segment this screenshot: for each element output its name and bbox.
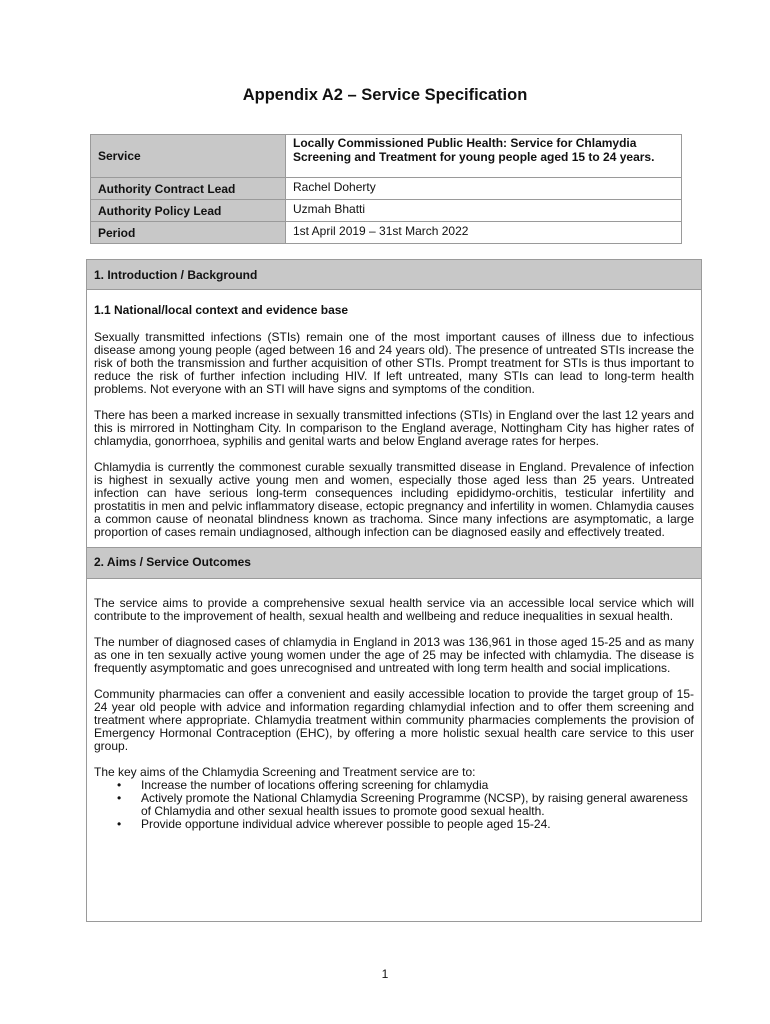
list-item-text: Increase the number of locations offering screening for chlamydia bbox=[141, 778, 489, 792]
page-number: 1 bbox=[381, 967, 389, 981]
document-title: Appendix A2 – Service Specification bbox=[242, 86, 528, 104]
section-body-introduction bbox=[87, 304, 701, 539]
spec-value: Uzmah Bhatti bbox=[286, 200, 682, 222]
aims-list bbox=[94, 779, 694, 831]
spec-row-period bbox=[91, 222, 682, 244]
bullet-icon: • bbox=[117, 778, 122, 792]
section-heading-aims: 2. Aims / Service Outcomes bbox=[87, 547, 701, 579]
paragraph: Community pharmacies can offer a convenient and easily accessible location to provide the target group of 15-24 year old people with advice and information regarding chlamydial infection and to offer them screening and treatment where appropriate. Chlamydia treatment within community pharmacies complements the provision of Emergency Hormonal Contraception (EHC), by offering a more holistic sexual health care service to this user group. bbox=[94, 687, 694, 753]
list-item-text: Actively promote the National Chlamydia Screening Programme (NCSP), by raising general awareness of Chlamydia and other sexual health issues to promote good sexual health. bbox=[141, 791, 688, 818]
spec-key: Service bbox=[91, 135, 286, 178]
paragraph: Sexually transmitted infections (STIs) remain one of the most important causes of illness due to infectious disease among young people (aged between 16 and 24 years old). The presence of untreated STIs increase the risk of both the transmission and further acquisition of other STIs. Prompt treatment for STIs is thus important to reduce the risk of further infection including HIV. If left untreated, many STIs can lead to long-term health problems. Not everyone with an STI will have signs and symptoms of the condition. bbox=[94, 330, 694, 396]
spec-value: Rachel Doherty bbox=[286, 178, 682, 200]
paragraph: The number of diagnosed cases of chlamydia in England in 2013 was 136,961 in those aged 15-25 and as many as one in ten sexually active young women under the age of 25 may be infected with chlamydia. The disease is frequently asymptomatic and goes unrecognised and untreated with long term health and social implications. bbox=[94, 635, 694, 675]
spec-row-service bbox=[91, 135, 682, 178]
list-item-text: Provide opportune individual advice wherever possible to people aged 15-24. bbox=[141, 817, 551, 831]
subsection-heading: 1.1 National/local context and evidence base bbox=[94, 303, 349, 317]
section-body-aims bbox=[87, 579, 701, 831]
paragraph: The service aims to provide a comprehensive sexual health service via an accessible local service which will contribute to the improvement of health, sexual health and wellbeing and reduce inequalities in sexual health. bbox=[94, 596, 694, 623]
spec-key: Period bbox=[91, 222, 286, 244]
aims-intro: The key aims of the Chlamydia Screening and Treatment service are to: bbox=[94, 765, 476, 779]
spec-key: Authority Contract Lead bbox=[91, 178, 286, 200]
list-item bbox=[94, 818, 694, 831]
list-item bbox=[94, 792, 694, 818]
content-box bbox=[86, 259, 702, 922]
spec-value: Locally Commissioned Public Health: Service for Chlamydia Screening and Treatment for young people aged 15 to 24 years. bbox=[286, 135, 682, 178]
spec-row-contract-lead bbox=[91, 178, 682, 200]
bullet-icon: • bbox=[117, 817, 122, 831]
paragraph: Chlamydia is currently the commonest curable sexually transmitted disease in England. Prevalence of infection is highest in sexually active young men and women, especially those aged less than 25 years. Untreated infection can have serious long-term consequences including epididymo-orchitis, testicular infertility and prostatitis in men and pelvic inflammatory disease, ectopic pregnancy and infertility in women. Chlamydia causes a common cause of neonatal blindness known as trachoma. Since many infections are asymptomatic, a large proportion of cases remain undiagnosed, although infection can be diagnosed easily and effectively treated. bbox=[94, 460, 694, 539]
service-spec-table bbox=[90, 134, 682, 244]
spec-key: Authority Policy Lead bbox=[91, 200, 286, 222]
paragraph: There has been a marked increase in sexually transmitted infections (STIs) in England over the last 12 years and this is mirrored in Nottingham City. In comparison to the England average, Nottingham City has higher rates of chlamydia, gonorrhoea, syphilis and genital warts and below England average rates for herpes. bbox=[94, 408, 694, 448]
section-heading-introduction: 1. Introduction / Background bbox=[87, 259, 701, 290]
bullet-icon: • bbox=[117, 791, 122, 805]
spec-row-policy-lead bbox=[91, 200, 682, 222]
spec-value: 1st April 2019 – 31st March 2022 bbox=[286, 222, 682, 244]
